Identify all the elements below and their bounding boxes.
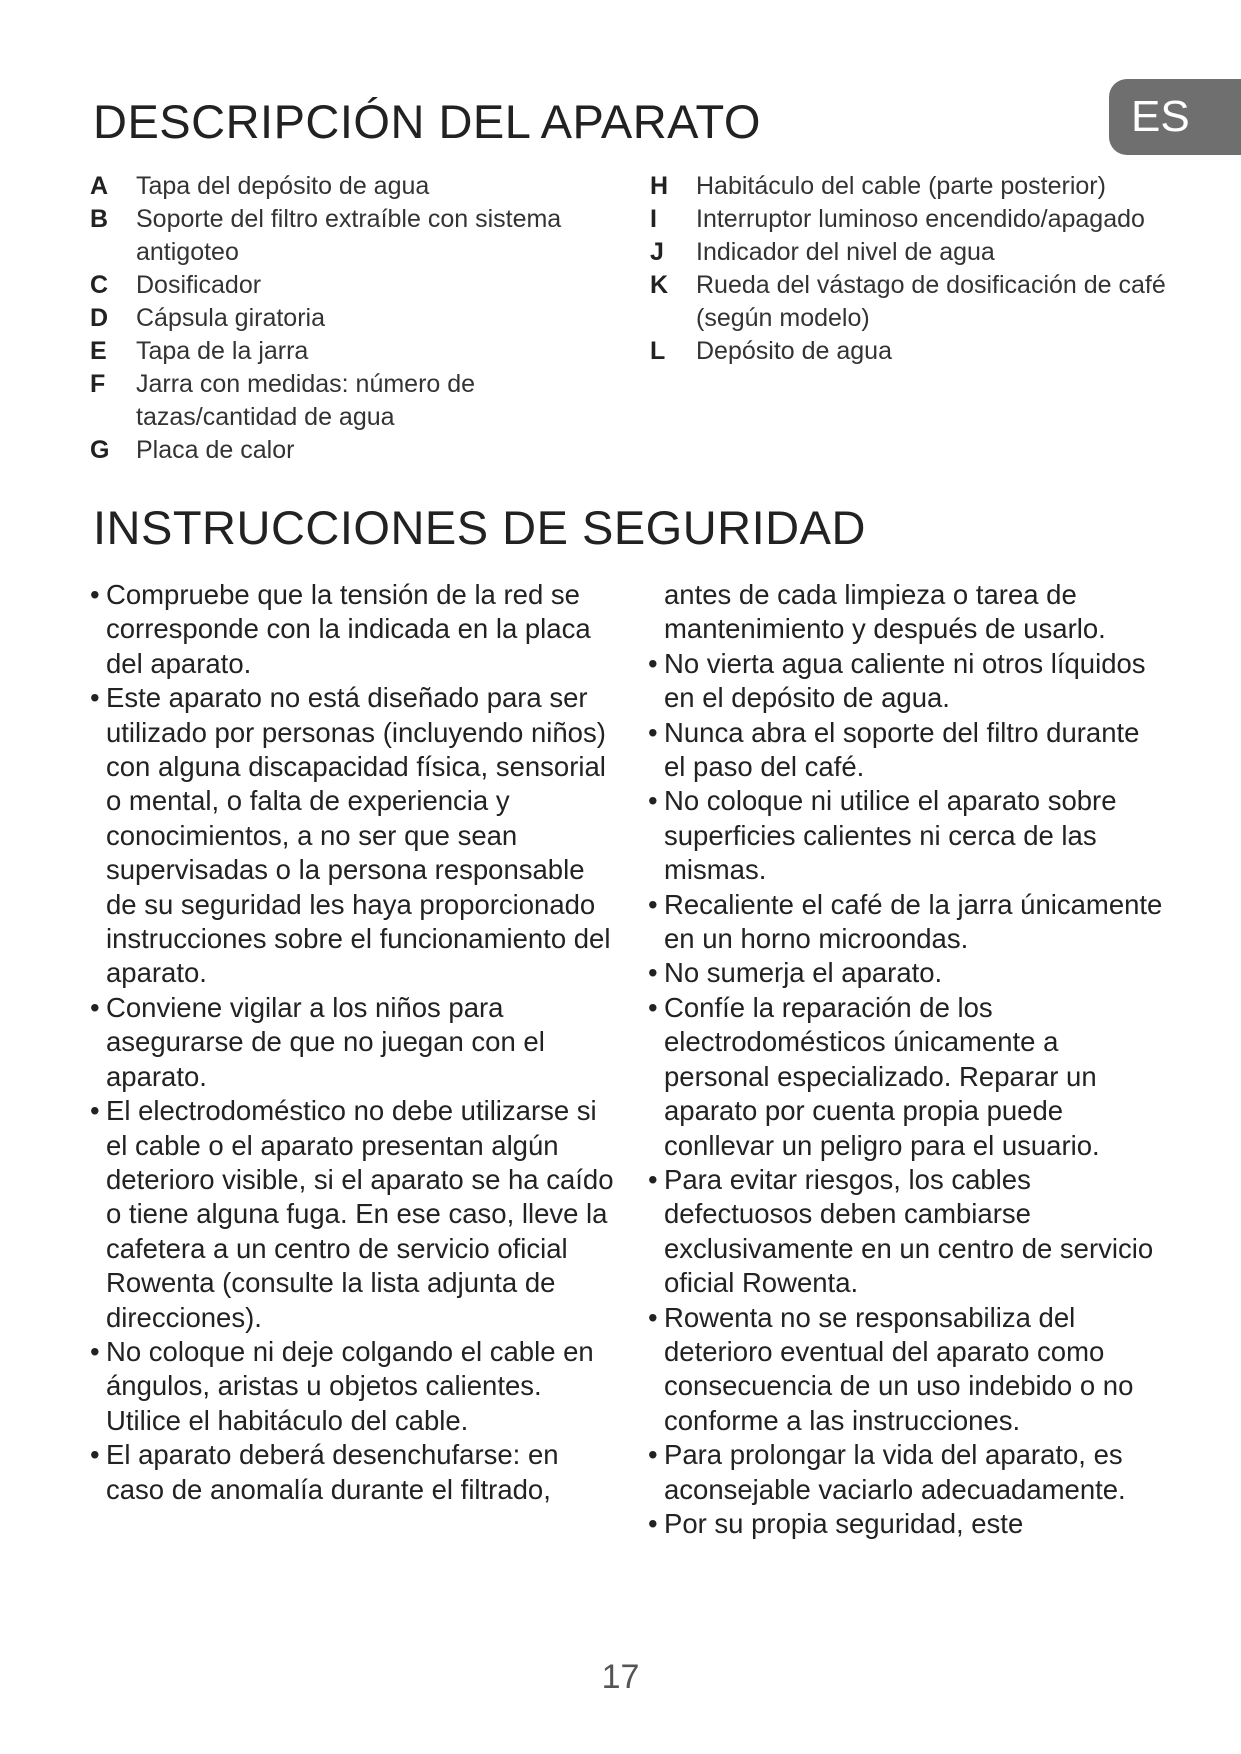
- safety-item: • Compruebe que la tensión de la red se corresponde con la indicada en la placa del aparato.: [90, 578, 620, 681]
- part-item: [650, 236, 1170, 269]
- safety-item: • Recaliente el café de la jarra únicamente en un horno microondas.: [648, 888, 1168, 957]
- part-item: [90, 368, 630, 434]
- language-tab: ES: [1109, 79, 1241, 155]
- safety-item: • Rowenta no se responsabiliza del deterioro eventual del aparato como consecuencia de un uso indebido o no conforme a las instrucciones.: [648, 1301, 1168, 1439]
- part-description: Cápsula giratoria: [136, 304, 325, 332]
- part-item: [650, 170, 1170, 203]
- safety-item: • No coloque ni utilice el aparato sobre superficies calientes ni cerca de las mismas.: [648, 784, 1168, 887]
- part-item: [90, 269, 630, 302]
- part-letter: K: [650, 271, 669, 299]
- safety-item-continuation: antes de cada limpieza o tarea de mantenimiento y después de usarlo.: [664, 579, 1106, 645]
- part-description: Soporte del filtro extraíble con sistema antigoteo: [136, 205, 562, 266]
- part-letter: D: [90, 304, 109, 332]
- part-item: [90, 170, 630, 203]
- part-item: [90, 434, 630, 467]
- part-letter: C: [90, 271, 109, 299]
- part-letter: A: [90, 172, 109, 200]
- part-description: Interruptor luminoso encendido/apagado: [696, 205, 1145, 233]
- safety-item: • Para evitar riesgos, los cables defectuosos deben cambiarse exclusivamente en un centro de servicio oficial Rowenta.: [648, 1163, 1168, 1301]
- part-item: [90, 335, 630, 368]
- part-description: Dosificador: [136, 271, 262, 299]
- part-letter: J: [650, 238, 664, 266]
- safety-item: • No vierta agua caliente ni otros líquidos en el depósito de agua.: [648, 647, 1168, 716]
- part-item: [90, 302, 630, 335]
- part-letter: G: [90, 436, 110, 464]
- part-letter: H: [650, 172, 669, 200]
- safety-item: • Conviene vigilar a los niños para asegurarse de que no juegan con el aparato.: [90, 991, 620, 1094]
- part-letter: I: [650, 205, 657, 233]
- part-description: Tapa de la jarra: [136, 337, 309, 365]
- parts-list-left: [90, 170, 630, 467]
- parts-list-right: [650, 170, 1170, 368]
- part-description: Jarra con medidas: número de tazas/cantidad de agua: [136, 370, 476, 431]
- section-title-safety: INSTRUCCIONES DE SEGURIDAD: [93, 501, 866, 554]
- part-description: Habitáculo del cable (parte posterior): [696, 172, 1106, 200]
- part-description: Rueda del vástago de dosificación de café (según modelo): [696, 271, 1166, 332]
- safety-item: • No coloque ni deje colgando el cable en ángulos, aristas u objetos calientes. Utilice el habitáculo del cable.: [90, 1335, 620, 1438]
- page-number: 17: [601, 1658, 640, 1696]
- safety-item: • Este aparato no está diseñado para ser utilizado por personas (incluyendo niños) con alguna discapacidad física, sensorial o mental, o falta de experiencia y conocimientos, a no ser que sean supervisadas o la persona responsable de su seguridad les haya proporcionado instrucciones sobre el funcionamiento del aparato.: [90, 681, 620, 991]
- safety-item: • Para prolongar la vida del aparato, es aconsejable vaciarlo adecuadamente.: [648, 1438, 1168, 1507]
- part-item: [90, 203, 630, 269]
- section-title-description: DESCRIPCIÓN DEL APARATO: [93, 95, 761, 148]
- part-letter: L: [650, 337, 666, 365]
- safety-item: • No sumerja el aparato.: [648, 956, 1168, 990]
- safety-item: • El aparato deberá desenchufarse: en caso de anomalía durante el filtrado,: [90, 1438, 620, 1507]
- part-item: [650, 335, 1170, 368]
- safety-column-right: [648, 578, 1168, 1541]
- part-description: Tapa del depósito de agua: [136, 172, 430, 200]
- part-letter: B: [90, 205, 109, 233]
- safety-column-left: [90, 578, 620, 1507]
- part-description: Placa de calor: [136, 436, 295, 464]
- part-letter: E: [90, 337, 107, 365]
- part-letter: F: [90, 370, 106, 398]
- part-item: [650, 269, 1170, 335]
- safety-item: • Nunca abra el soporte del filtro durante el paso del café.: [648, 716, 1168, 785]
- safety-item: • Por su propia seguridad, este: [648, 1507, 1168, 1541]
- safety-item: • El electrodoméstico no debe utilizarse si el cable o el aparato presentan algún deterioro visible, si el aparato se ha caído o tiene alguna fuga. En ese caso, lleve la cafetera a un centro de servicio oficial Rowenta (consulte la lista adjunta de direcciones).: [90, 1094, 620, 1335]
- part-item: [650, 203, 1170, 236]
- safety-item: • Confíe la reparación de los electrodomésticos únicamente a personal especializado. Reparar un aparato por cuenta propia puede conllevar un peligro para el usuario.: [648, 991, 1168, 1163]
- part-description: Depósito de agua: [696, 337, 892, 365]
- part-description: Indicador del nivel de agua: [696, 238, 995, 266]
